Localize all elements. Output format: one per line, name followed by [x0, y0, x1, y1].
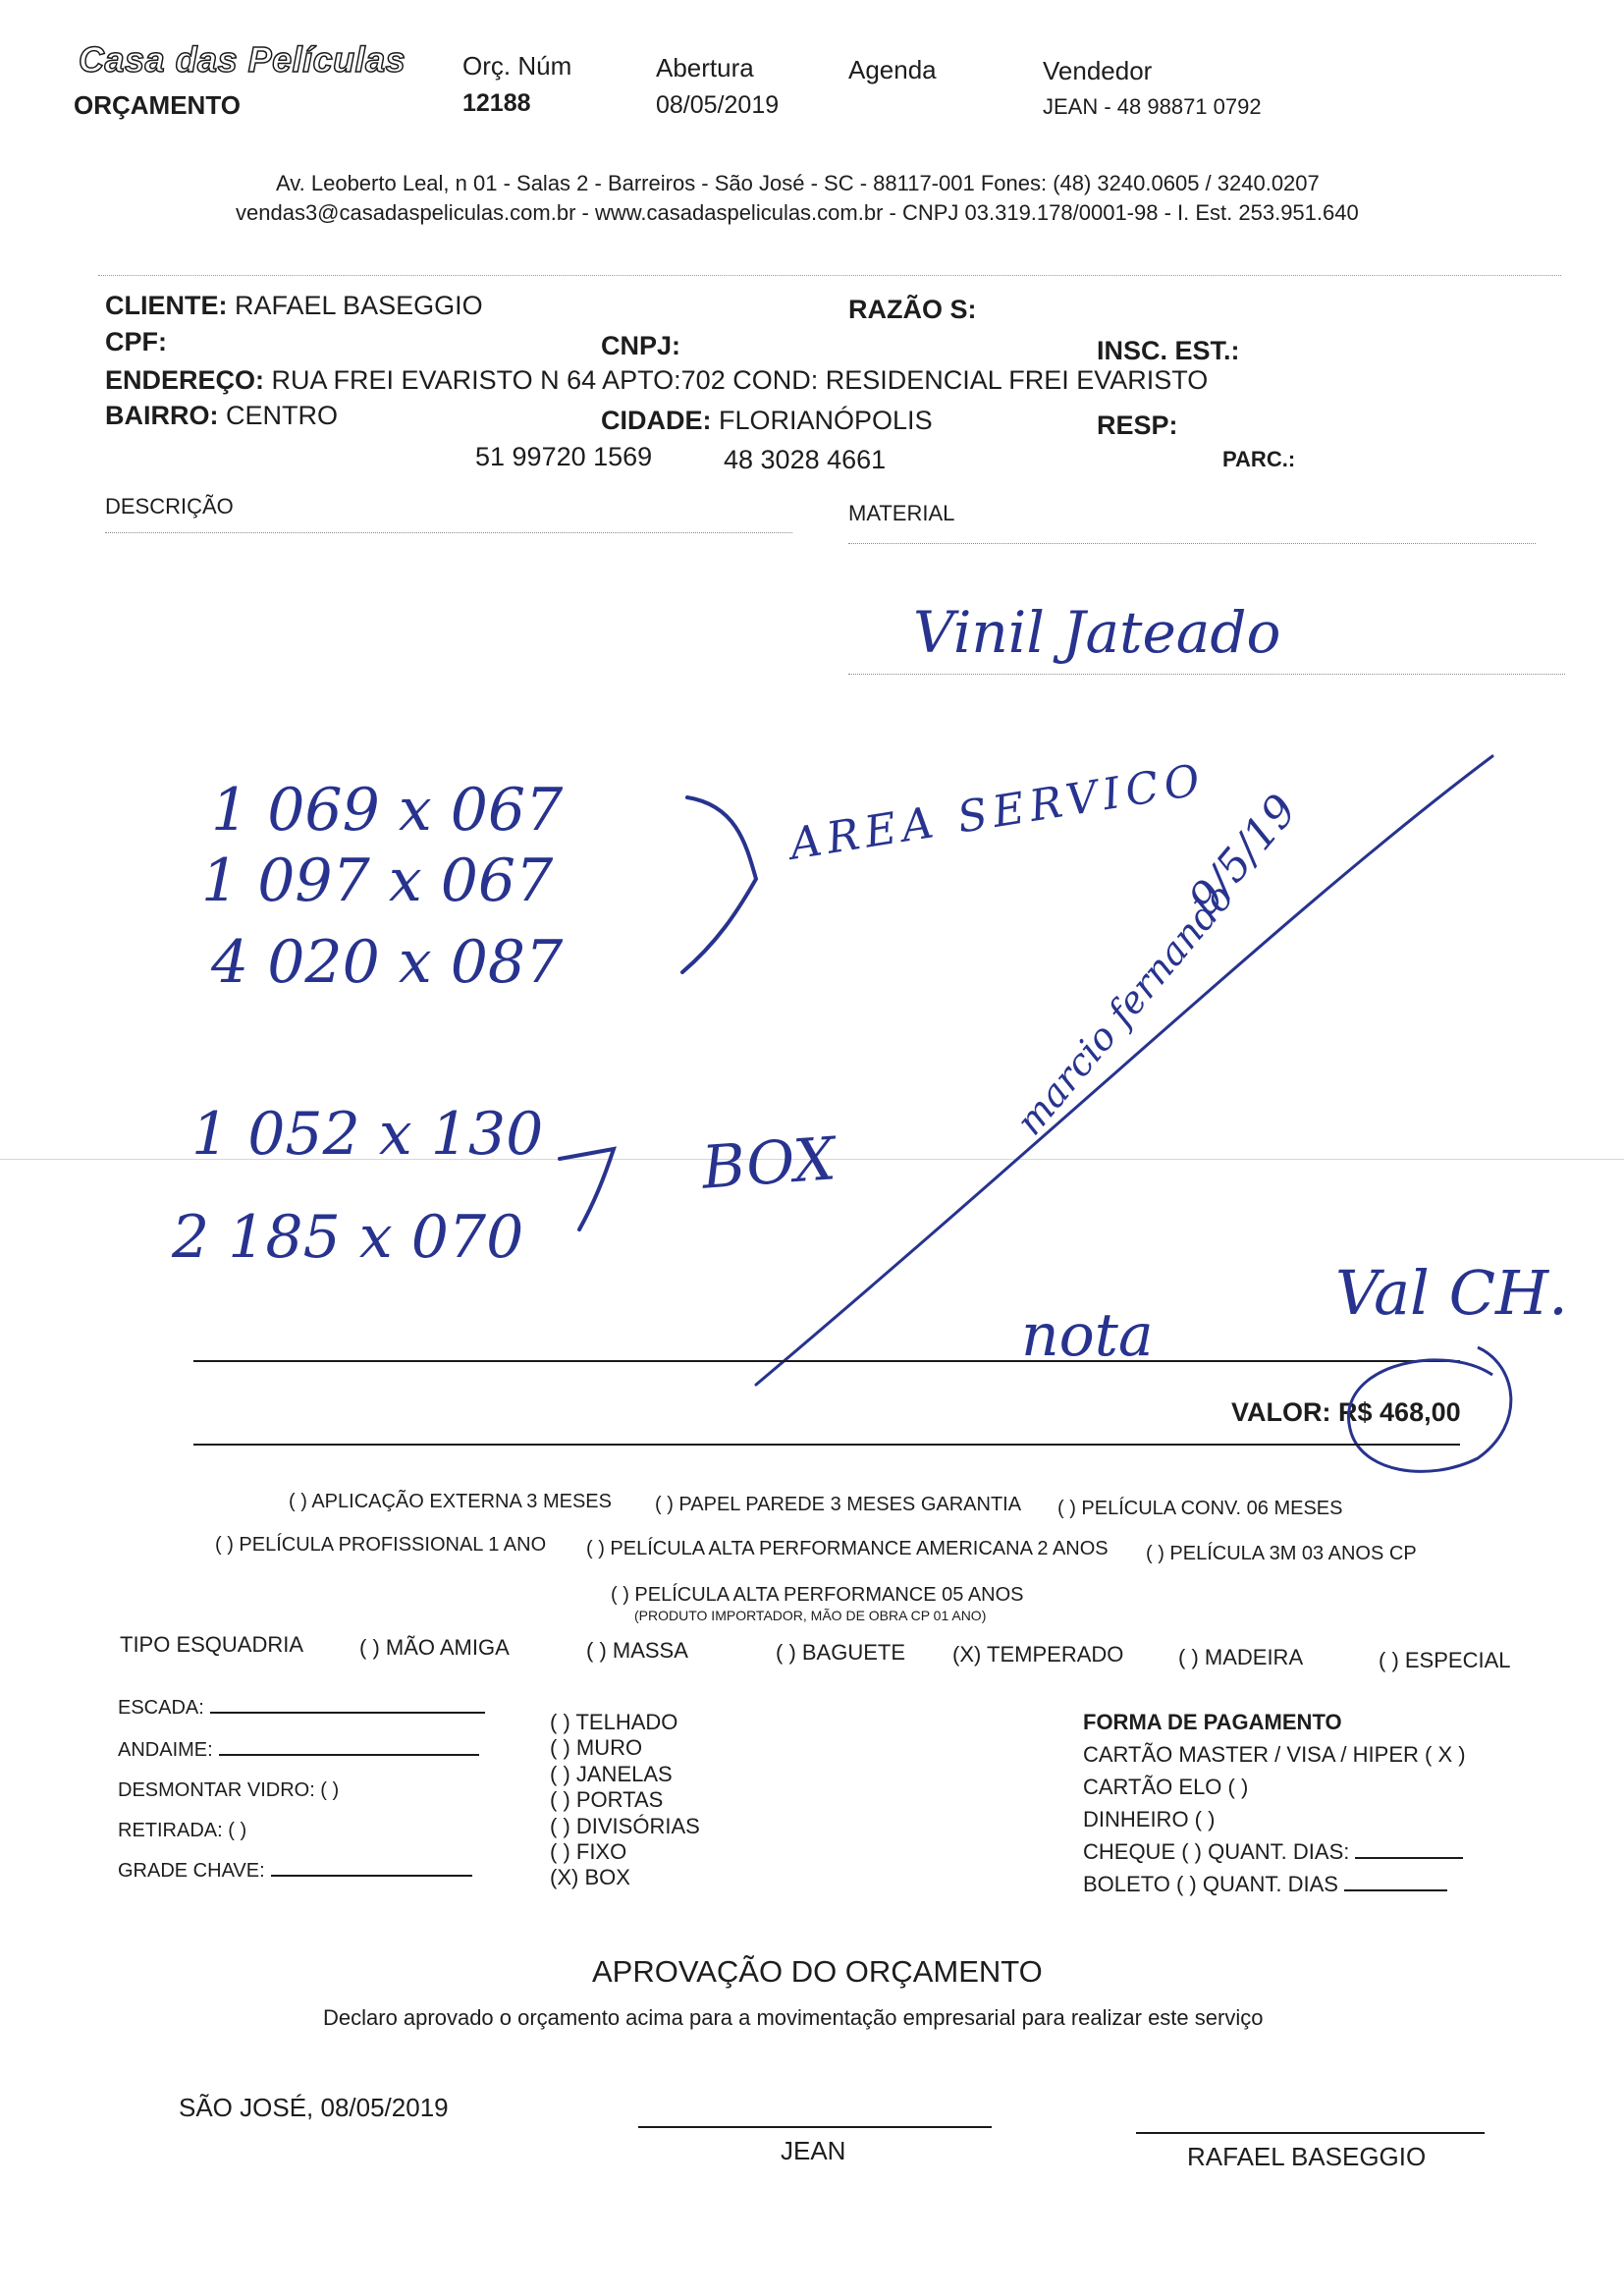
- option-pelicula-5-anos: ( ) PELÍCULA ALTA PERFORMANCE 05 ANOS: [611, 1584, 1024, 1606]
- orc-label: Orç. Núm: [462, 51, 572, 81]
- approval-text: Declaro aprovado o orçamento acima para a movimentação empresarial para realizar este serviço: [323, 2005, 1264, 2030]
- payment-cheque: CHEQUE ( ) QUANT. DIAS:: [1083, 1839, 1463, 1865]
- orc-number: 12188: [462, 89, 531, 117]
- handwritten-nota-note: nota: [1021, 1301, 1154, 1370]
- option-pelicula-profissional: ( ) PELÍCULA PROFISSIONAL 1 ANO: [215, 1534, 547, 1556]
- handwritten-item-3: 4 020 x 087: [211, 928, 564, 997]
- extra-desmontar-vidro: DESMONTAR VIDRO: ( ): [118, 1779, 340, 1801]
- payment-title: FORMA DE PAGAMENTO: [1083, 1710, 1342, 1734]
- extra-divisorias: ( ) DIVISÓRIAS: [550, 1814, 700, 1838]
- option-pelicula-5-anos-note: (PRODUTO IMPORTADOR, MÃO DE OBRA CP 01 ANO): [634, 1608, 987, 1623]
- signature-name-client: RAFAEL BASEGGIO: [1187, 2142, 1427, 2171]
- valor-bottom-line: [193, 1444, 1460, 1446]
- esquadria-label: TIPO ESQUADRIA: [120, 1632, 304, 1657]
- esquadria-baguete: ( ) BAGUETE: [776, 1640, 906, 1665]
- cnpj-label: CNPJ:: [601, 331, 681, 360]
- material-label: MATERIAL: [848, 501, 955, 525]
- handwritten-item-5: 2 185 x 070: [172, 1203, 524, 1272]
- esquadria-madeira: ( ) MADEIRA: [1178, 1645, 1304, 1669]
- handwritten-group-1-note: AREA SERVICO: [786, 754, 1210, 870]
- insc-label: INSC. EST.:: [1097, 336, 1240, 365]
- handwritten-name-note: marcio fernando: [1007, 875, 1242, 1143]
- handwritten-check-note: Val CH.: [1335, 1257, 1568, 1329]
- document-type: ORÇAMENTO: [74, 90, 241, 120]
- bairro-field: BAIRRO: CENTRO: [105, 401, 339, 430]
- extra-andaime: ANDAIME:: [118, 1739, 479, 1762]
- extra-telhado: ( ) TELHADO: [550, 1710, 678, 1734]
- abertura-label: Abertura: [656, 53, 754, 82]
- handwritten-bracket-2: [555, 1139, 673, 1237]
- extra-retirada: RETIRADA: ( ): [118, 1820, 247, 1841]
- agenda-label: Agenda: [848, 55, 937, 84]
- handwritten-item-4: 1 052 x 130: [191, 1100, 544, 1169]
- payment-cartao-master: CARTÃO MASTER / VISA / HIPER ( X ): [1083, 1742, 1466, 1767]
- phone-1: 51 99720 1569: [475, 442, 653, 471]
- resp-label: RESP:: [1097, 410, 1178, 440]
- option-pelicula-americana: ( ) PELÍCULA ALTA PERFORMANCE AMERICANA 2 ANOS: [586, 1538, 1109, 1559]
- descricao-label: DESCRIÇÃO: [105, 494, 234, 519]
- option-aplicacao-externa: ( ) APLICAÇÃO EXTERNA 3 MESES: [289, 1491, 612, 1512]
- valor-field: VALOR: R$ 468,00: [1231, 1397, 1461, 1427]
- extra-janelas: ( ) JANELAS: [550, 1762, 673, 1786]
- vendedor-label: Vendedor: [1043, 56, 1153, 85]
- payment-cartao-elo: CARTÃO ELO ( ): [1083, 1775, 1249, 1799]
- extra-portas: ( ) PORTAS: [550, 1787, 664, 1812]
- header-divider: [98, 275, 1561, 276]
- endereco-field: ENDEREÇO: RUA FREI EVARISTO N 64 APTO:702 COND: RESIDENCIAL FREI EVARISTO: [105, 365, 1209, 395]
- handwritten-group-2-note: BOX: [699, 1124, 839, 1203]
- razao-label: RAZÃO S:: [848, 295, 977, 324]
- signature-name-seller: JEAN: [781, 2136, 846, 2165]
- handwritten-item-1: 1 069 x 067: [211, 776, 564, 845]
- material-underline: [848, 543, 1536, 544]
- extra-fixo: ( ) FIXO: [550, 1839, 627, 1864]
- extra-escada: ESCADA:: [118, 1697, 485, 1720]
- cliente-field: CLIENTE: RAFAEL BASEGGIO: [105, 291, 483, 320]
- payment-dinheiro: DINHEIRO ( ): [1083, 1807, 1216, 1831]
- extra-grade-chave: GRADE CHAVE:: [118, 1860, 472, 1883]
- abertura-date: 08/05/2019: [656, 91, 780, 119]
- handwritten-material: Vinil Jateado: [913, 599, 1281, 666]
- place-date: SÃO JOSÉ, 08/05/2019: [179, 2093, 449, 2122]
- company-contacts: vendas3@casadaspeliculas.com.br - www.casadaspeliculas.com.br - CNPJ 03.319.178/0001-98 - I. Est. 253.951.640: [236, 200, 1359, 225]
- parc-label: PARC.:: [1222, 447, 1296, 471]
- handwritten-date-note: 9/5/19: [1178, 785, 1308, 924]
- signature-line-client: [1136, 2132, 1485, 2134]
- handwritten-item-2: 1 097 x 067: [201, 847, 554, 915]
- valor-top-line: [193, 1360, 1460, 1362]
- esquadria-mao-amiga: ( ) MÃO AMIGA: [359, 1635, 510, 1660]
- extra-box: (X) BOX: [550, 1865, 630, 1889]
- descricao-underline: [105, 532, 792, 533]
- cidade-field: CIDADE: FLORIANÓPOLIS: [601, 406, 933, 435]
- option-papel-parede: ( ) PAPEL PAREDE 3 MESES GARANTIA: [655, 1494, 1022, 1515]
- company-logo: Casa das Películas: [79, 39, 406, 80]
- valor-circle-mark: [1330, 1336, 1527, 1483]
- material-line-2: [848, 674, 1565, 675]
- esquadria-especial: ( ) ESPECIAL: [1379, 1648, 1511, 1672]
- phone-2: 48 3028 4661: [724, 445, 887, 474]
- esquadria-temperado: (X) TEMPERADO: [952, 1642, 1124, 1667]
- approval-title: APROVAÇÃO DO ORÇAMENTO: [592, 1954, 1043, 1989]
- esquadria-massa: ( ) MASSA: [586, 1638, 688, 1663]
- extra-muro: ( ) MURO: [550, 1735, 643, 1760]
- vendedor-value: JEAN - 48 98871 0792: [1043, 94, 1262, 119]
- option-pelicula-3m: ( ) PELÍCULA 3M 03 ANOS CP: [1146, 1543, 1417, 1564]
- payment-boleto: BOLETO ( ) QUANT. DIAS: [1083, 1872, 1447, 1897]
- cpf-label: CPF:: [105, 327, 167, 356]
- signature-line-seller: [638, 2126, 992, 2128]
- company-address: Av. Leoberto Leal, n 01 - Salas 2 - Barreiros - São José - SC - 88117-001 Fones: (48) 3240.0605 / 3240.0207: [276, 171, 1320, 195]
- option-pelicula-conv: ( ) PELÍCULA CONV. 06 MESES: [1057, 1498, 1343, 1519]
